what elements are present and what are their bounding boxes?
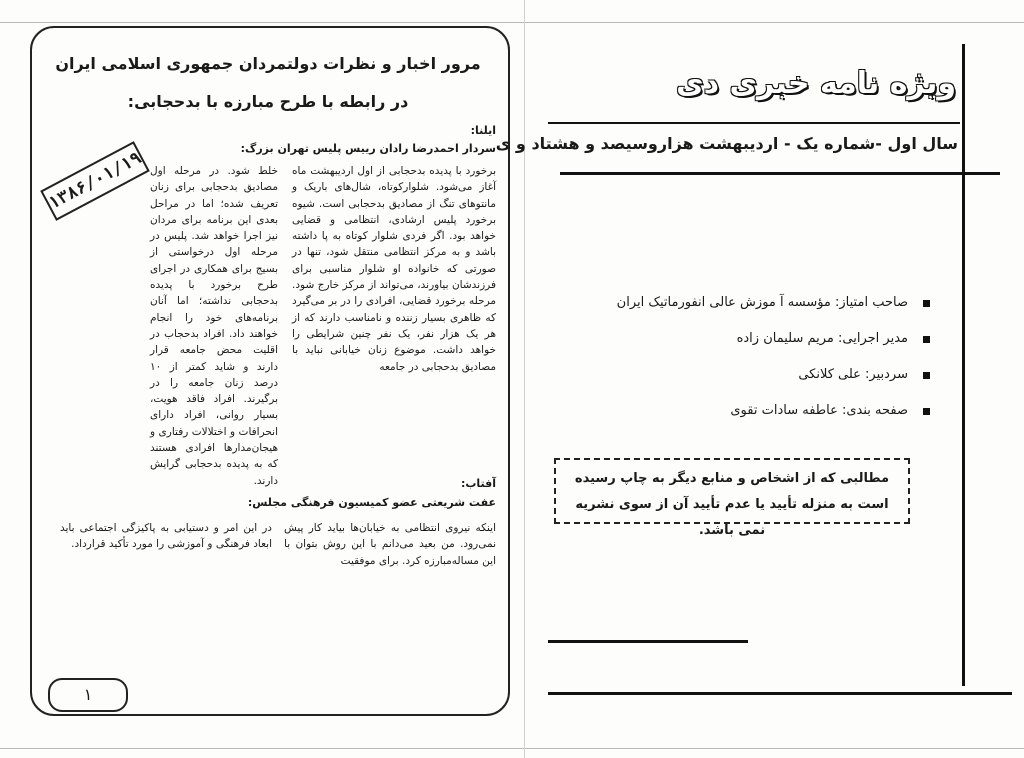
masthead-title: ویژه نامه خبری دی	[676, 66, 956, 101]
masthead-vertical-rule	[962, 44, 965, 686]
aftab-source: عفت شریعتی عضو کمیسیون فرهنگی مجلس:	[247, 496, 496, 509]
masthead-rule-bottom	[560, 172, 1000, 175]
aftab-column-right: اینکه نیروی انتظامی به خیابان‌ها بیاید کار پیش نمی‌رود. من بعید می‌دانم با این روش بتوان با این مساله‌مبارزه کرد. برای موفقیت	[284, 522, 496, 567]
ilna-column-right: برخورد با پدیده بدحجابی از اول اردیبهشت ماه آغاز می‌شود. شلوارکوتاه، شال‌های باریک و مانتوهای تنگ از مصادیق بدحجابی است. شیوه برخورد پلیس ارشادی، انتظامی و قضایی خواهد بود. اگر فردی شلوار کوتاه به پا داشته باشد و به مرکز انتظامی منتقل شود، تنها در صورتی که خانواده او شلوار مناسبی برای فرزندشان بیاورند، می‌تواند از مرکز خارج شود. مرحله برخورد قضایی، افرادی را در بر می‌گیرد که ظاهری بسیار زننده و نامناسب دارند که از هر یک هزار نفر، یک نفر چنین شرایطی را خواهد داشت. موضوع زنان خیابانی نباید با مصادیق بدحجابی در جامعه	[292, 165, 496, 373]
credits-list	[560, 285, 930, 429]
scan-edge-bottom	[0, 748, 1024, 749]
ilna-label: ایلنا:	[470, 124, 496, 137]
aftab-column-left: در این امر و دستیابی به پاکیزگی اجتماعی باید ابعاد فرهنگی و آموزشی را مورد تأکید قرارداد.	[60, 522, 272, 551]
masthead-rule-top	[548, 122, 960, 124]
credit-publisher: صاحب امتیاز: مؤسسه آ موزش عالی انفورماتیک ایران	[560, 285, 930, 321]
bottom-rule-long	[548, 692, 1012, 695]
ilna-column-left: خلط شود. در مرحله اول مصادیق بدحجابی برای زنان تعریف شده؛ اما در مراحل بعدی این برنامه برای مردان نیز اجرا خواهد شد. پلیس در مرحله اول درخواستی از بسیج برای همکاری در اجرای طرح برخورد با پدیده بدحجابی نداشته؛ اما آنان برنامه‌های خود را انجام خواهند داد. افراد بدحجاب در اقلیت محض جامعه قرار دارند و شاید کمتر از ۱۰ درصد زنان جامعه را در برگیرند. افراد فاقد هویت، بسیار روانی، افراد دارای انحرافات و اختلالات رفتاری و هیجان‌مدارها افرادی هستند که به پدیده بدحجابی گرایش دارند.	[150, 165, 278, 487]
credit-layout: صفحه بندی: عاطفه سادات تقوی	[560, 393, 930, 429]
credit-editor-in-chief: سردبیر: علی کلانکی	[560, 357, 930, 393]
credit-executive-director: مدیر اجرایی: مریم سلیمان زاده	[560, 321, 930, 357]
bottom-rule-short	[548, 640, 748, 643]
aftab-label: آفتاب:	[460, 477, 496, 490]
page-fold	[524, 0, 525, 758]
page-number: ۱	[48, 678, 128, 712]
issue-line: سال اول -شماره یک - اردیبهشت هزاروسیصد و هشتاد و ی	[495, 134, 958, 153]
scan-edge-top	[0, 22, 1024, 23]
ilna-source: سردار احمدرضا رادان رییس پلیس تهران بزرگ:	[240, 142, 496, 155]
disclaimer-box: مطالبی که از اشخاص و منابع دیگر به چاپ رسیده است به منزله تأیید یا عدم تأیید آن از سوی نشریه نمی باشد.	[554, 458, 910, 524]
article-title: مرور اخبار و نظرات دولتمردان جمهوری اسلامی ایران	[55, 54, 481, 73]
date-stamp: ۱۳۸۶/۰۱/۱۹	[40, 141, 150, 221]
article-subtitle: در رابطه با طرح مبارزه با بدحجابی:	[127, 92, 409, 111]
